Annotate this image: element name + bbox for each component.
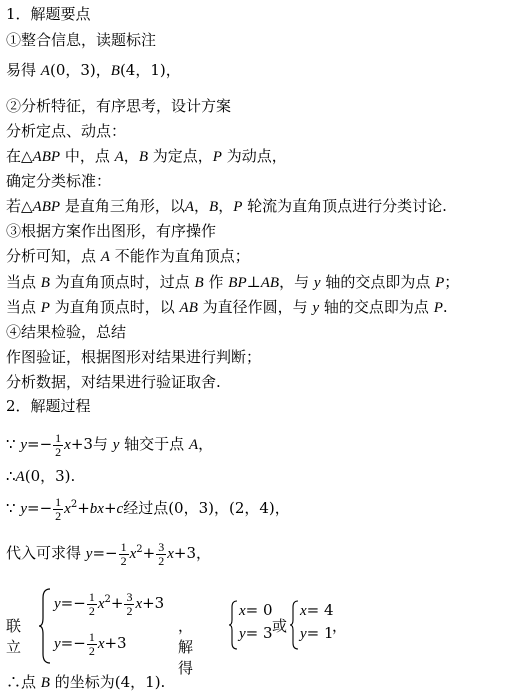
text: + — [77, 499, 90, 517]
text: 2．解题过程 — [6, 397, 91, 415]
text: ∵ — [6, 499, 16, 517]
left-brace-icon — [289, 600, 299, 650]
line-fixed-points — [6, 146, 287, 166]
text: 1．解题要点 — [6, 5, 91, 23]
text: ∵ — [6, 435, 16, 453]
text: ， — [218, 197, 234, 215]
line-conclusion — [6, 672, 165, 692]
line-analyze-data — [6, 372, 221, 392]
numerator: 3 — [126, 589, 133, 604]
solution-1-x — [239, 601, 273, 620]
text: 为动点， — [226, 147, 287, 165]
section-heading-2 — [6, 396, 91, 416]
denominator: 2 — [55, 444, 62, 459]
math-var: x — [167, 546, 174, 562]
solution-2-x — [300, 601, 334, 620]
text: 当点 — [6, 273, 37, 291]
text: ⊥ — [246, 273, 261, 291]
math-var: y — [20, 437, 27, 453]
left-brace-icon — [228, 600, 238, 650]
math-var: x — [97, 636, 105, 652]
math-var: y — [312, 300, 320, 316]
fraction — [53, 496, 63, 523]
text: 轴的交点即为点 — [325, 273, 431, 291]
text: ， — [123, 147, 139, 165]
line-point-a — [6, 246, 250, 266]
math-var: A — [114, 149, 124, 165]
denominator: 2 — [55, 508, 62, 523]
text: = 1 — [306, 624, 334, 642]
text: 联立 — [6, 617, 22, 656]
line-analyze — [6, 121, 126, 141]
fraction — [124, 591, 134, 618]
line-therefore-a — [6, 466, 75, 486]
text: +3 — [104, 634, 127, 652]
text: (0，3). — [24, 467, 76, 485]
math-var: y — [20, 501, 27, 517]
line-points — [6, 60, 181, 80]
text: 当点 — [6, 298, 37, 316]
math-var: y — [54, 596, 61, 612]
fraction — [87, 631, 97, 658]
line-step-2 — [6, 96, 231, 116]
text: 轴的交点即为点 — [323, 298, 429, 316]
text: =− — [60, 634, 86, 652]
math-var: A — [100, 249, 110, 265]
denominator: 2 — [88, 643, 95, 658]
text: 作图验证，根据图形对结果进行判断； — [6, 348, 262, 366]
text: (4，1)， — [119, 61, 181, 79]
denominator: 2 — [120, 553, 127, 568]
text: 的坐标为(4，1). — [54, 673, 166, 691]
text: 轴交于点 — [124, 435, 185, 453]
math-var: A — [184, 199, 195, 215]
math-var: ABP — [32, 199, 61, 215]
math-var: y — [54, 636, 61, 652]
text: = 3 — [245, 624, 273, 642]
text: 若△ — [6, 197, 33, 215]
math-var: P — [435, 275, 445, 291]
math-var: B — [40, 675, 50, 691]
math-var: P — [40, 300, 50, 316]
text: +3， — [173, 544, 212, 562]
text: ③根据方案作出图形，有序操作 — [6, 222, 217, 240]
text: =− — [60, 594, 86, 612]
text: (0，3)， — [49, 61, 111, 79]
math-var: y — [300, 626, 307, 642]
math-var: x — [64, 437, 71, 453]
line-case-b — [6, 272, 459, 292]
text: = 0 — [245, 601, 273, 619]
line-substitute — [6, 536, 211, 570]
line-cases — [6, 196, 447, 216]
text: ∴点 — [6, 673, 37, 691]
text: . — [442, 298, 448, 316]
text: 为直角顶点时，以 — [54, 298, 175, 316]
text: ， — [332, 617, 348, 635]
text: 是直角三角形，以 — [64, 197, 185, 215]
text: ， — [194, 197, 210, 215]
text: 易得 — [6, 61, 37, 79]
line-criteria — [6, 171, 111, 191]
text: ， — [198, 435, 214, 453]
line-case-p — [6, 297, 448, 317]
exponent: 2 — [70, 499, 78, 510]
math-var: x — [239, 603, 246, 619]
text: 分析数据，对结果进行验证取舍. — [6, 373, 221, 391]
math-var: y — [112, 437, 120, 453]
text: + — [110, 594, 124, 612]
text: 确定分类标准： — [6, 172, 112, 190]
math-var: x — [129, 546, 137, 562]
text: ，解得 — [178, 617, 194, 677]
text: 为直径作圆，与 — [202, 298, 308, 316]
text: ①整合信息，读题标注 — [6, 31, 157, 49]
line-step-3 — [6, 221, 216, 241]
text: 轮流为直角顶点进行分类讨论. — [247, 197, 447, 215]
line-step-1 — [6, 30, 156, 50]
numerator: 1 — [120, 539, 127, 554]
line-parabola — [6, 491, 290, 525]
math-var: y — [239, 626, 246, 642]
system-eq-2 — [54, 626, 127, 661]
math-var: AB — [260, 275, 280, 291]
text: ； — [444, 273, 460, 291]
denominator: 2 — [126, 603, 133, 618]
math-var: y — [85, 546, 93, 562]
text: ，与 — [279, 273, 310, 291]
text: 为直角顶点时，过点 — [54, 273, 190, 291]
fraction — [53, 432, 63, 459]
text: 代入可求得 — [6, 544, 82, 562]
text: 在△ — [6, 147, 33, 165]
text: 不能作为直角顶点； — [114, 247, 250, 265]
math-var: A — [40, 63, 50, 79]
numerator: 1 — [55, 494, 62, 509]
exponent: 2 — [104, 594, 111, 605]
math-var: B — [194, 275, 204, 291]
text: =− — [27, 499, 53, 517]
line-verify — [6, 347, 261, 367]
system-eq-1 — [54, 586, 164, 621]
numerator: 1 — [88, 629, 95, 644]
math-var: B — [209, 199, 219, 215]
solution-1-y — [239, 624, 273, 643]
math-var: x — [300, 603, 307, 619]
math-var: x — [64, 501, 71, 517]
math-var: x — [135, 596, 143, 612]
numerator: 1 — [55, 430, 62, 445]
text: = 4 — [306, 601, 334, 619]
math-var: A — [188, 437, 199, 453]
text: 经过点(0，3)，(2，4)， — [123, 499, 290, 517]
section-heading-1 — [6, 4, 91, 24]
denominator: 2 — [158, 553, 165, 568]
math-var: ABP — [32, 149, 61, 165]
text: +3 — [142, 594, 165, 612]
math-var: B — [110, 63, 120, 79]
math-var: P — [433, 300, 443, 316]
math-var: P — [233, 199, 243, 215]
text: 中，点 — [64, 147, 110, 165]
text: 或 — [272, 617, 288, 635]
math-var: c — [116, 501, 124, 517]
text: + — [142, 544, 156, 562]
fraction — [87, 591, 97, 618]
math-var: A — [15, 469, 25, 485]
denominator: 2 — [88, 603, 95, 618]
solution-2-y — [300, 624, 334, 643]
numerator: 3 — [158, 539, 165, 554]
text: +3与 — [70, 435, 108, 453]
exponent: 2 — [136, 544, 143, 555]
math-var: BP — [228, 275, 247, 291]
math-var: B — [138, 149, 148, 165]
text: 为定点， — [152, 147, 213, 165]
math-var: P — [212, 149, 222, 165]
numerator: 1 — [88, 589, 95, 604]
text: + — [103, 499, 117, 517]
line-step-4 — [6, 322, 126, 342]
math-var: B — [40, 275, 50, 291]
text: =− — [27, 435, 53, 453]
math-var: AB — [179, 300, 198, 316]
text: =− — [92, 544, 118, 562]
text: 作 — [208, 273, 224, 291]
math-var: x — [97, 596, 105, 612]
left-brace-icon — [38, 588, 52, 664]
text: ④结果检验，总结 — [6, 323, 127, 341]
text: ∴ — [6, 467, 16, 485]
text: 分析定点、动点： — [6, 122, 127, 140]
fraction — [156, 541, 166, 568]
text: ②分析特征，有序思考，设计方案 — [6, 97, 232, 115]
math-var: y — [313, 275, 321, 291]
fraction — [119, 541, 129, 568]
line-linear-eq — [6, 427, 213, 461]
text: 分析可知，点 — [6, 247, 97, 265]
math-var: bx — [89, 501, 104, 517]
